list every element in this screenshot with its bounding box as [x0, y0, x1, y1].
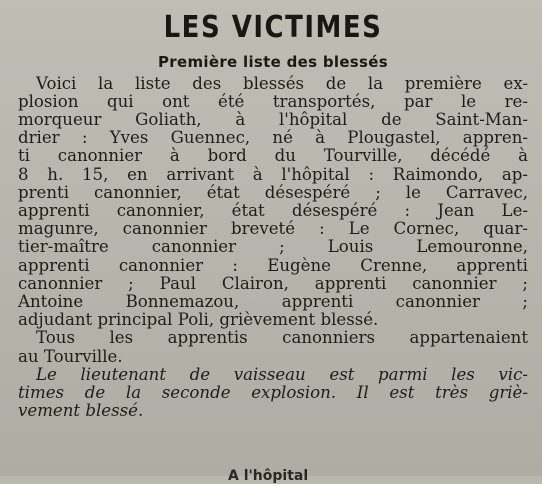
text-line: canonnier ; Paul Clairon, apprenti canonnier ; — [18, 273, 528, 293]
text-line: times de la seconde explosion. Il est très griè- — [18, 383, 528, 403]
text-line: 8 h. 15, en arrivant à l'hôpital : Raimondo, ap- — [18, 164, 528, 184]
text-line: vement blessé. — [18, 401, 144, 421]
text-line: au Tourville. — [18, 346, 123, 366]
text-line: Le lieutenant de vaisseau est parmi les vic- — [36, 364, 528, 384]
paragraph-lieutenant — [18, 366, 528, 421]
text-line: ti canonnier à bord du Tourville, décédé à — [18, 146, 528, 166]
text-line: Tous les apprentis canonniers appartenaient — [36, 328, 528, 348]
text-line: drier : Yves Guennec, né à Plougastel, appren- — [18, 128, 528, 148]
text-line: Voici la liste des blessés de la première ex- — [36, 73, 528, 93]
text-line: magunre, canonnier breveté : Le Cornec, quar- — [18, 219, 528, 239]
text-line: apprenti canonnier : Eugène Crenne, apprenti — [18, 255, 528, 275]
text-line: plosion qui ont été transportés, par le re- — [18, 91, 528, 111]
headline: LES VICTIMES — [163, 10, 383, 46]
text-line: prenti canonnier, état désespéré ; le Carravec, — [18, 182, 528, 202]
paragraph-apprentices — [18, 329, 528, 365]
text-line: apprenti canonnier, état désespéré : Jean Le- — [18, 201, 528, 221]
text-line: morqueur Goliath, à l'hôpital de Saint-Man- — [18, 110, 528, 129]
text-line: tier-maître canonnier ; Louis Lemouronne, — [18, 237, 528, 257]
text-line: adjudant principal Poli, grièvement blessé. — [18, 310, 379, 330]
next-section-heading-fragment: A l'hôpital — [228, 468, 309, 484]
text-line: Antoine Bonnemazou, apprenti canonnier ; — [18, 292, 528, 312]
paragraph-casualty-list — [18, 75, 528, 330]
subheadline: Première liste des blessés — [158, 52, 388, 71]
